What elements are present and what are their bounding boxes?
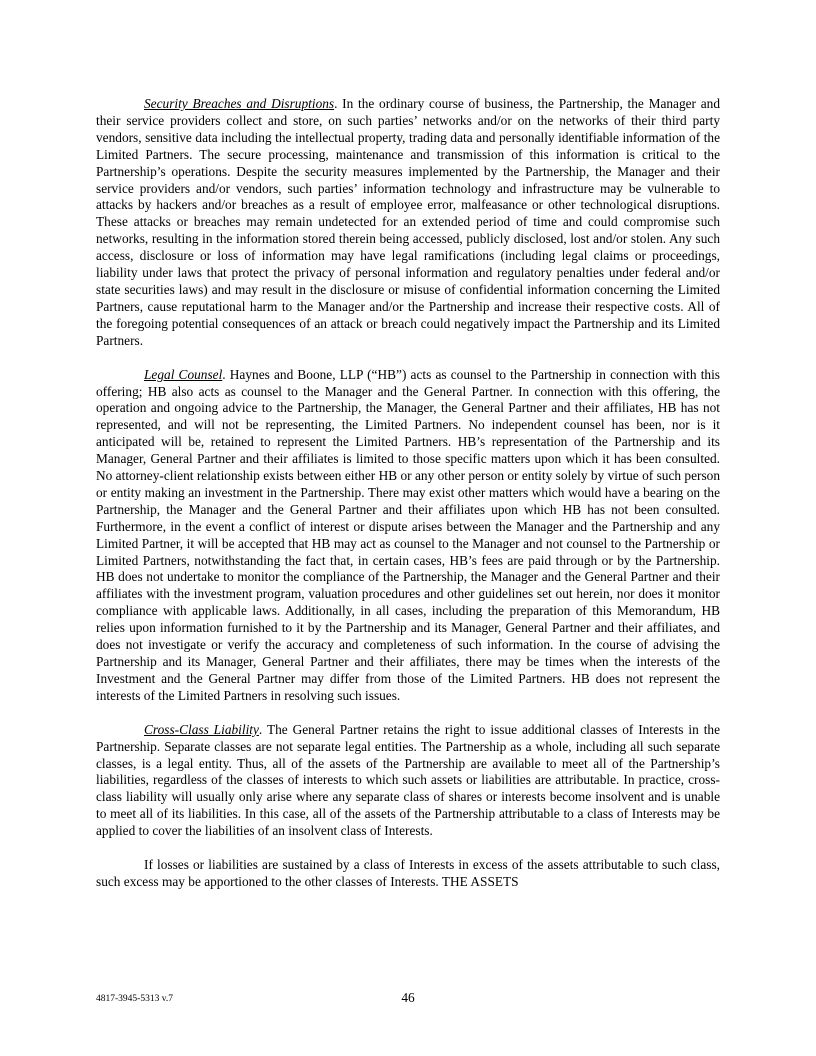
paragraph-cross-class-liability	[96, 722, 720, 840]
paragraph-body: . The General Partner retains the right to issue additional classes of Interests in the Partnership. Separate classes are not separate legal entities. The Partnership as a whole, including all such separate classes, is a legal entity. Thus, all of the assets of the Partnership are available to meet all of the Partnership’s liabilities, regardless of the classes of interests to which such assets or liabilities are attributable. In practice, cross-class liability will usually only arise where any separate class of shares or interests become insolvent and is unable to meet all of its liabilities. In this case, all of the assets of the Partnership attributable to a class of Interests may be applied to cover the liabilities of an insolvent class of Interests.	[96, 721, 721, 839]
paragraph-body: . In the ordinary course of business, the Partnership, the Manager and their service providers collect and store, on such parties’ networks and/or on the networks of their third party vendors, sensitive data including the intellectual property, trading data and personally identifiable information of the Limited Partners. The secure processing, maintenance and transmission of this information is critical to the Partnership’s operations. Despite the security measures implemented by the Partnership, the Manager and their service providers and/or vendors, such parties’ information technology and infrastructure may be vulnerable to attacks by hackers and/or breaches as a result of employee error, malfeasance or other technological disruptions. These attacks or breaches may remain undetected for an extended period of time and could compromise such networks, resulting in the information stored therein being accessed, publicly disclosed, lost and/or stolen. Any such access, disclosure or loss of information may have legal ramifications (including legal claims or proceedings, liability under laws that protect the privacy of personal information and regulatory penalties under federal and/or state securities laws) and may result in the disclosure or misuse of confidential information concerning the Limited Partners, cause reputational harm to the Manager and/or the Partnership and increase their respective costs. All of the foregoing potential consequences of an attack or breach could negatively impact the Partnership and its Limited Partners.	[96, 96, 720, 348]
footer-document-id: 4817-3945-5313 v.7	[96, 994, 173, 1004]
section-heading-security-breaches: Security Breaches and Disruptions	[144, 96, 335, 111]
section-heading-legal-counsel: Legal Counsel	[144, 366, 223, 382]
section-heading-cross-class-liability: Cross-Class Liability	[144, 721, 259, 737]
footer-page-number: 46	[401, 990, 415, 1005]
paragraph-body: If losses or liabilities are sustained by a class of Interests in excess of the assets attributable to such class, such excess may be apportioned to the other classes of Interests. THE ASSETS	[96, 857, 720, 889]
paragraph-legal-counsel	[96, 367, 720, 705]
paragraph-losses-liabilities	[96, 857, 720, 891]
paragraph-security-breaches	[96, 96, 720, 350]
paragraph-body: . Haynes and Boone, LLP (“HB”) acts as counsel to the Partnership in connection with this offering; HB also acts as counsel to the Manager and the General Partner. In connection with this offering, the operation and ongoing advice to the Partnership, the Manager, the General Partner and their affiliates, HB has not represented, and will not be representing, the Limited Partners. No independent counsel has been, nor is it anticipated will be, retained to represent the Limited Partners. HB’s representation of the Partnership and its Manager, General Partner and their affiliates is limited to those specific matters upon which it has been consulted. No attorney-client relationship exists between either HB or any other person or entity solely by virtue of such person or entity making an investment in the Partnership. There may exist other matters which would have a bearing on the Partnership, the Manager and the General Partner and their affiliates upon which HB has not been consulted. Furthermore, in the event a conflict of interest or dispute arises between the Manager and the Partnership and any Limited Partner, it will be accepted that HB may act as counsel to the Manager and not counsel to the Partnership or Limited Partners, notwithstanding the fact that, in certain cases, HB’s fees are paid through or by the Partnership. HB does not undertake to monitor the compliance of the Partnership, the Manager and the General Partner and their affiliates with the investment program, valuation procedures and other guidelines set out herein, nor does it monitor compliance with applicable laws. Additionally, in all cases, including the preparation of this Memorandum, HB relies upon information furnished to it by the Partnership and its Manager, General Partner and their affiliates, and does not investigate or verify the accuracy and completeness of such information. In the course of advising the Partnership and its Manager, General Partner and their affiliates, there may be times when the interests of the Investment and the General Partner may differ from those of the Limited Partners. HB does not represent the interests of the Limited Partners in resolving such issues.	[96, 366, 720, 703]
document-page	[96, 96, 720, 908]
